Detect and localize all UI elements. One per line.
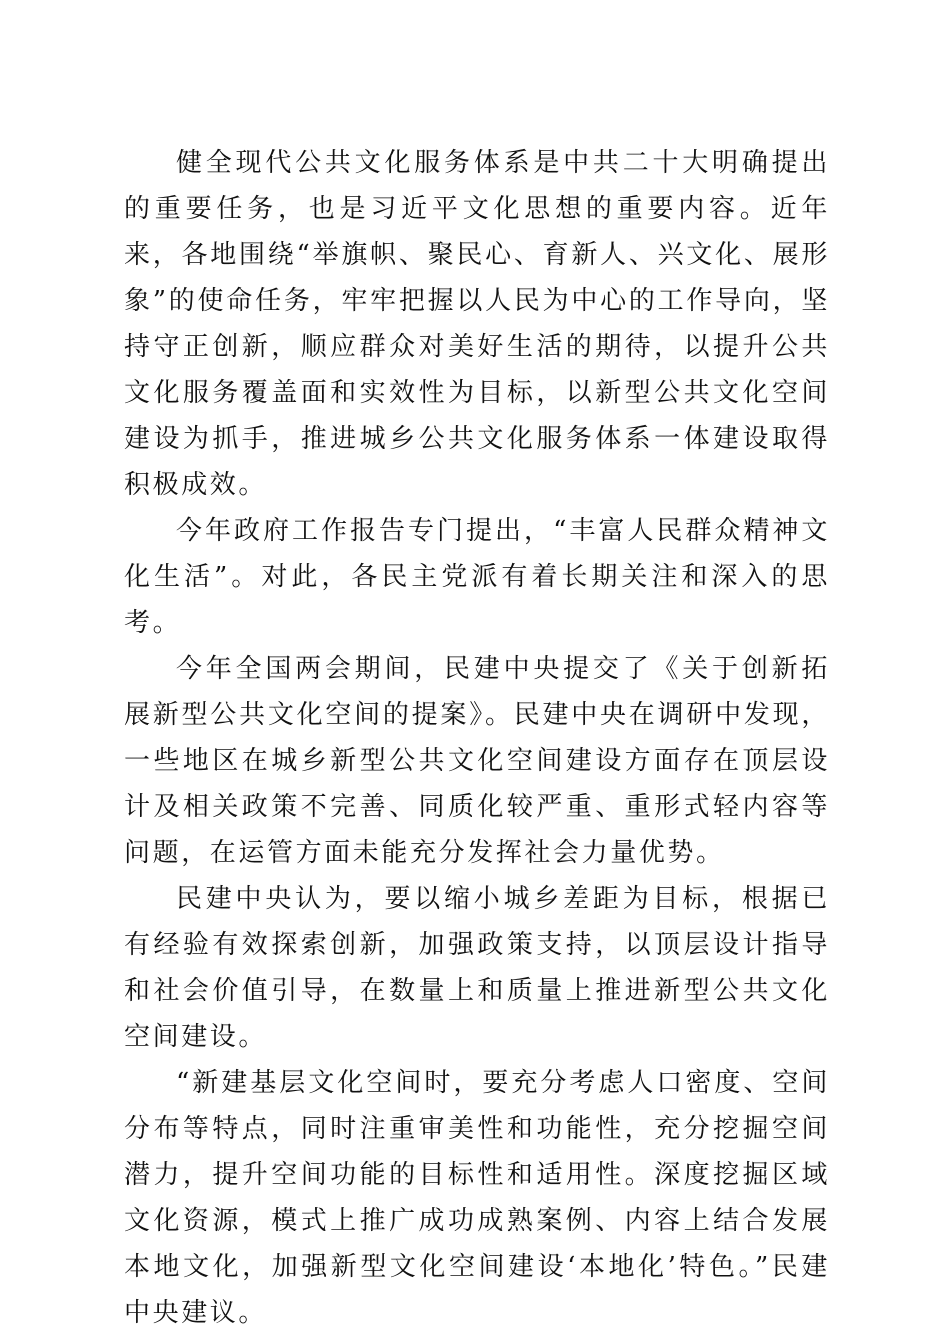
paragraph-5: “新建基层文化空间时，要充分考虑人口密度、空间分布等特点，同时注重审美性和功能性，充分挖掘空间潜力，提升空间功能的目标性和适用性。深度挖掘区域文化资源，模式上推广成功成熟案例、内容上结合发展本地文化，加强新型文化空间建设‘本地化’特色。”民建中央建议。 xyxy=(124,1068,830,1328)
paragraph-2: 今年政府工作报告专门提出，“丰富人民群众精神文化生活”。对此，各民主党派有着长期关注和深入的思考。 xyxy=(124,516,830,638)
paragraph-3: 今年全国两会期间，民建中央提交了《关于创新拓展新型公共文化空间的提案》。民建中央在调研中发现，一些地区在城乡新型公共文化空间建设方面存在顶层设计及相关政策不完善、同质化较严重、重形式轻内容等问题，在运管方面未能充分发挥社会力量优势。 xyxy=(124,654,830,868)
paragraph-4: 民建中央认为，要以缩小城乡差距为目标，根据已有经验有效探索创新，加强政策支持，以顶层设计指导和社会价值引导，在数量上和质量上推进新型公共文化空间建设。 xyxy=(124,884,830,1052)
document-body xyxy=(124,140,830,1336)
paragraph-1: 健全现代公共文化服务体系是中共二十大明确提出的重要任务，也是习近平文化思想的重要内容。近年来，各地围绕“举旗帜、聚民心、育新人、兴文化、展形象”的使命任务，牢牢把握以人民为中心的工作导向，坚持守正创新，顺应群众对美好生活的期待，以提升公共文化服务覆盖面和实效性为目标，以新型公共文化空间建设为抓手，推进城乡公共文化服务体系一体建设取得积极成效。 xyxy=(124,148,830,500)
